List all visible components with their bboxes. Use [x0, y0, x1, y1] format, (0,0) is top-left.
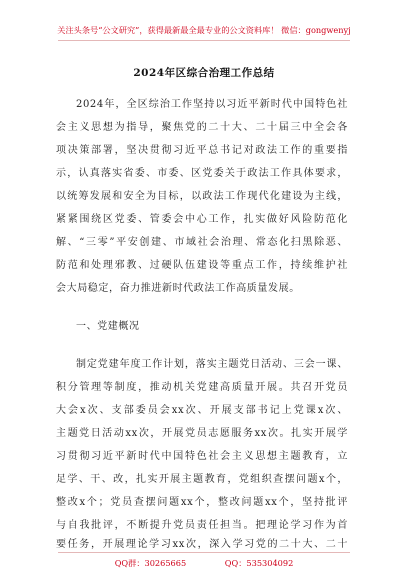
paragraph-2-line-4: 主题党日活动xx次，开展党员志愿服务xx次。扎实开展学	[56, 428, 348, 439]
section-1-heading: 一、党建概况	[76, 321, 140, 332]
header-promo-note: 关注头条号“公文研究”，获得最新最全最专业的公文资料库！ 微信：gongwenyj	[57, 25, 351, 35]
footer-qq-number: QQ：535304092	[224, 558, 294, 568]
document-title: 2024年区综合治理工作总结	[133, 67, 275, 79]
footer-divider	[58, 552, 350, 553]
paragraph-2-line-3: 大会x次、支部委员会xx次、开展支部书记上党课x次、	[56, 405, 348, 416]
footer-qq-group: QQ群：30265665	[114, 558, 187, 568]
paragraph-1-line-8: 防范和处理邪教、过硬队伍建设等重点工作，持续维护社	[56, 260, 348, 271]
paragraph-2-line-5: 习贯彻习近平新时代中国特色社会主义思想主题教育，立	[56, 451, 348, 462]
header-divider	[58, 40, 350, 41]
paragraph-1-line-7: 解、“三零”平安创建、市域社会治理、常态化扫黑除恶、	[56, 237, 348, 248]
paragraph-2-line-8: 与自我批评，不断提升党员责任担当。把理论学习作为首	[56, 520, 348, 531]
paragraph-1-line-9: 会大局稳定，奋力推进新时代政法工作高质量发展。	[56, 283, 300, 294]
paragraph-2-line-7: 整改x个；党员查摆问题xx个，整改问题xx个，坚持批评	[56, 497, 348, 508]
paragraph-1-line-1: 2024年，全区综治工作坚持以习近平新时代中国特色社	[76, 99, 348, 110]
paragraph-2-line-6: 足学、干、改，扎实开展主题教育，党组织查摆问题x个，	[56, 474, 348, 485]
paragraph-1-line-3: 项决策部署，坚决贯彻习近平总书记对政法工作的重要指	[56, 145, 348, 156]
paragraph-2-line-9: 要任务，开展理论学习xx次，深入学习党的二十大、二十	[56, 539, 348, 550]
paragraph-1-line-5: 以统筹发展和安全为目标，以政法工作现代化建设为主线，	[56, 191, 348, 202]
paragraph-1-line-2: 会主义思想为指导，聚焦党的二十大、二十届三中全会各	[56, 122, 348, 133]
paragraph-2-line-2: 积分管理等制度，推动机关党建高质量开展。共召开党员	[56, 382, 348, 393]
paragraph-2-line-1: 制定党建年度工作计划，落实主题党日活动、三会一课、	[76, 359, 348, 370]
footer-contact	[0, 557, 408, 569]
paragraph-1-line-6: 紧紧围绕区党委、管委会中心工作，扎实做好风险防范化	[56, 214, 348, 225]
paragraph-1-line-4: 示，认真落实省委、市委、区党委关于政法工作具体要求，	[56, 168, 348, 179]
